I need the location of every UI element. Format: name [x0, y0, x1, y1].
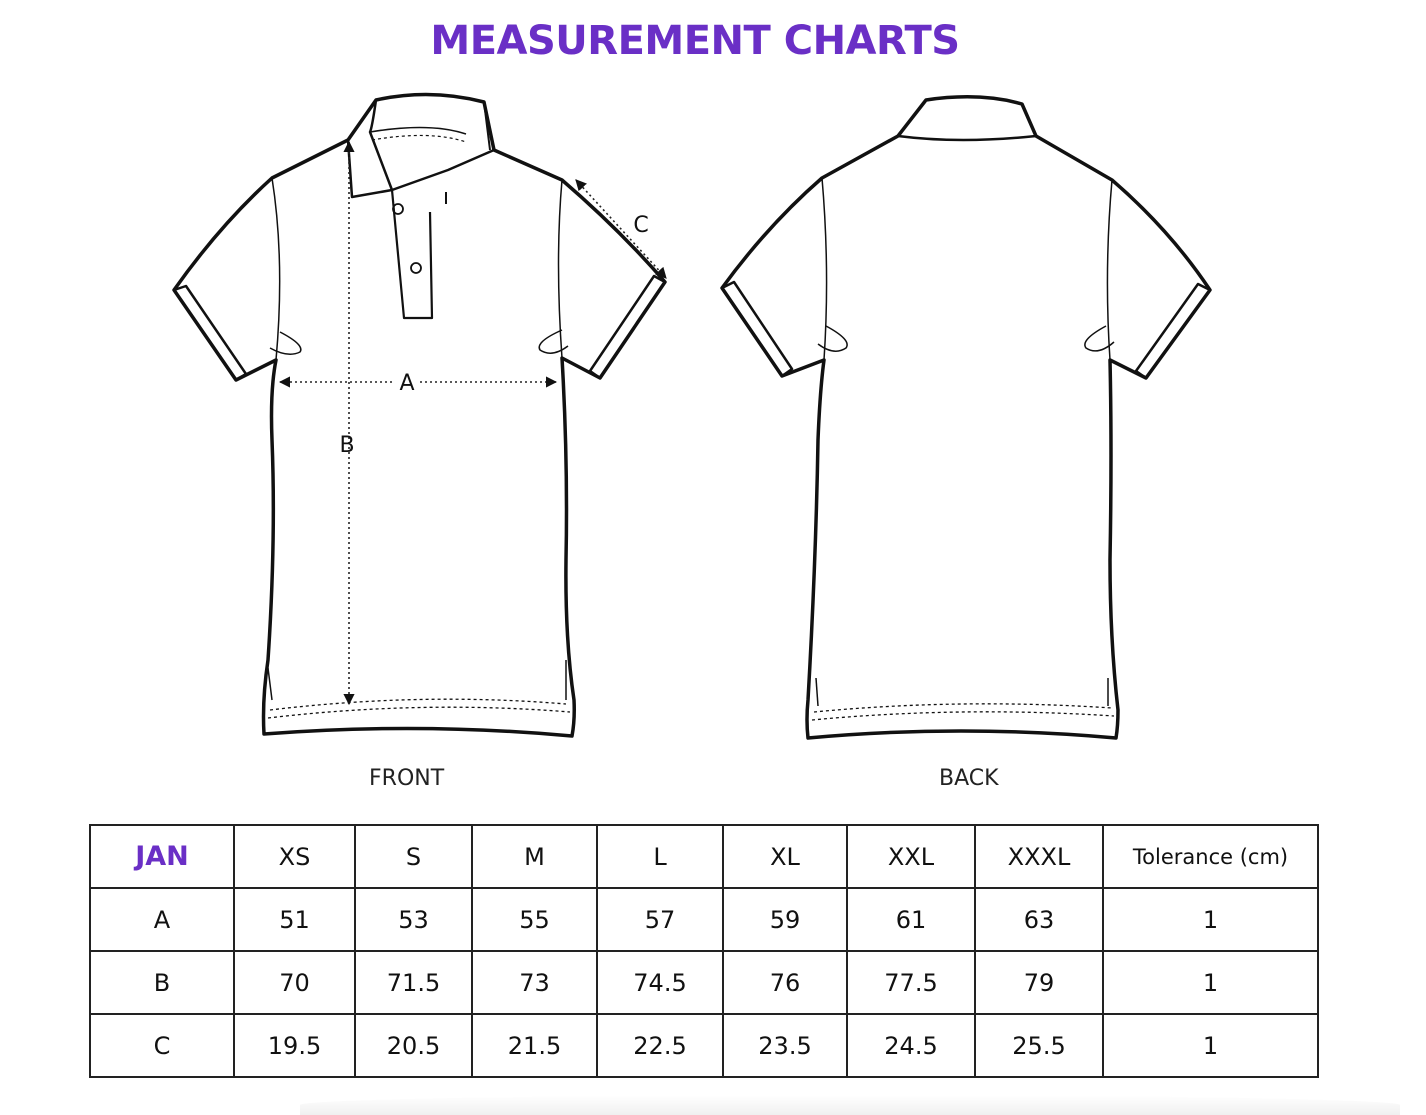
marker-b-label: B	[339, 433, 355, 458]
bottom-shadow	[300, 1095, 1400, 1115]
size-header: XS	[234, 825, 355, 888]
page-title: MEASUREMENT CHARTS	[430, 18, 960, 64]
table-cell: 76	[723, 951, 847, 1014]
back-shirt-illustration	[722, 97, 1210, 738]
tolerance-cell: 1	[1103, 888, 1318, 951]
table-cell: 73	[472, 951, 597, 1014]
table-cell: 51	[234, 888, 355, 951]
table-cell: 23.5	[723, 1014, 847, 1077]
size-chart-table	[89, 824, 1319, 1078]
table-cell: 20.5	[355, 1014, 472, 1077]
back-view-label: BACK	[939, 766, 999, 791]
measure-line-c	[576, 180, 666, 278]
table-row	[90, 1014, 1318, 1077]
front-shirt-illustration	[174, 94, 665, 736]
front-view-label: FRONT	[369, 766, 445, 791]
table-row	[90, 951, 1318, 1014]
size-header: XXL	[847, 825, 975, 888]
table-cell: 55	[472, 888, 597, 951]
tolerance-header: Tolerance (cm)	[1103, 825, 1318, 888]
row-label: B	[90, 951, 234, 1014]
table-cell: 24.5	[847, 1014, 975, 1077]
marker-c-label: C	[633, 213, 649, 238]
size-header: XXXL	[975, 825, 1103, 888]
size-header: S	[355, 825, 472, 888]
tolerance-cell: 1	[1103, 951, 1318, 1014]
table-cell: 25.5	[975, 1014, 1103, 1077]
table-cell: 79	[975, 951, 1103, 1014]
table-cell: 21.5	[472, 1014, 597, 1077]
table-header-row	[90, 825, 1318, 888]
table-cell: 63	[975, 888, 1103, 951]
table-cell: 77.5	[847, 951, 975, 1014]
table-cell: 53	[355, 888, 472, 951]
size-header: M	[472, 825, 597, 888]
table-cell: 71.5	[355, 951, 472, 1014]
table-cell: 22.5	[597, 1014, 723, 1077]
table-cell: 57	[597, 888, 723, 951]
row-label: C	[90, 1014, 234, 1077]
table-cell: 61	[847, 888, 975, 951]
size-header: L	[597, 825, 723, 888]
brand-label: JAN	[90, 825, 234, 888]
marker-a-label: A	[399, 371, 415, 396]
size-header: XL	[723, 825, 847, 888]
table-cell: 59	[723, 888, 847, 951]
tolerance-cell: 1	[1103, 1014, 1318, 1077]
table-cell: 19.5	[234, 1014, 355, 1077]
table-row	[90, 888, 1318, 951]
measurement-guides	[280, 142, 666, 704]
table-cell: 74.5	[597, 951, 723, 1014]
row-label: A	[90, 888, 234, 951]
table-cell: 70	[234, 951, 355, 1014]
